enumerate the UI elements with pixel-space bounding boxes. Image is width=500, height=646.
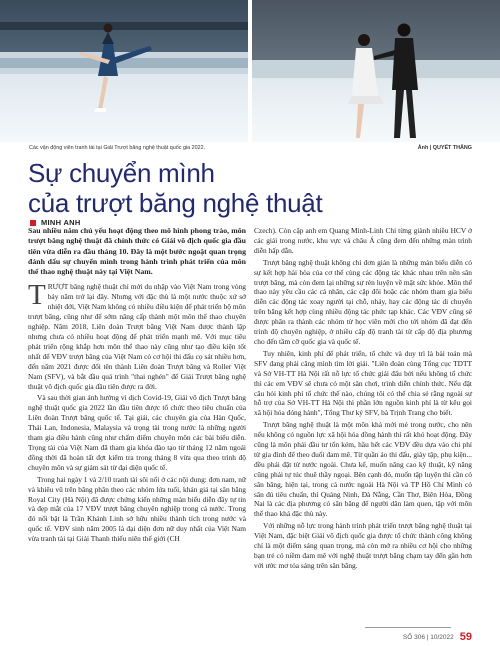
paragraph-1 [28,279,246,391]
paragraph-1-text: RƯỢT băng nghệ thuật chỉ mới du nhập vào Việt Nam trong vòng bảy năm trở lại đây. Nhưng với đặc thù là một nước thuộc xứ sở nhiệt đới, Việt Nam không có nhiều điều kiện để phát triển bộ môn trượt băng, cũng như để sớm nâng cấp thành một môn thể thao chuyên nghiệp. Năm 2018, Liên đoàn Trượt băng Việt Nam được thành lập nhưng chưa có nhiều hoạt động để phát triển mạnh mẽ. Với mục tiêu phát triển rộng khắp hơn môn thể thao này cũng như tạo điều kiện tốt nhất để VĐV trượt băng của Việt Nam có cơ hội thi đấu cọ sát nhiều hơn, đến năm 2021 được đổi tên thành Liên đoàn Trượt băng và Roller Việt Nam (SFV), và bắt đầu quá trình "thai nghén" để Giải Trượt băng nghệ thuật vô địch quốc gia đầu tiên được ra đời. [28,282,246,391]
column-right [254,226,472,573]
paragraph-2: Và sau thời gian ảnh hưởng vì dịch Covid-19, Giải vô địch Trượt băng nghệ thuật quốc gia 2022 lần đầu tiên được tổ chức theo tiêu chuẩn của Liên đoàn Trượt băng quốc tế. Tại giải, các chuyên gia của Hàn Quốc, Thái Lan, Indonesia, Malaysia và trọng tài trong nước là những người tham gia điều hành cũng như chấm điểm chuyên môn các bài biểu diễn. Trọng tài của Việt Nam đã tham gia khóa đào tạo từ tháng 12 năm ngoái đồng thời đã hoàn tất đợt kiểm tra trong tháng 8 vừa qua theo trình độ chuyên môn và sự giám sát từ đại diện quốc tế. [28,393,246,472]
issue-number: SỐ 306 | 10/2022 [402,633,454,641]
photo-pair-skaters [252,0,500,142]
paragraph-3: Trong hai ngày 1 và 2/10 tranh tài sôi nổi ở các nội dung: đơn nam, nữ và khiêu vũ trên băng phân theo các nhóm lứa tuổi, khán giả tại sân băng Royal City (Hà Nội) đã được chứng kiến những màn biểu diễn đầy tự tin và đẹp mắt của 17 VĐV trượt băng chuyên nghiệp trong cả nước. Trong đó nổi bật là Trần Khánh Linh sở hữu nhiều thành tích trong nước và quốc tế. VĐV sinh năm 2005 là đại diện đơn nữ duy nhất của Việt Nam vừa tranh tài tại Giải Thanh thiếu niên thế giới (CH [28,474,246,544]
photo-caption: Các vận động viên tranh tài tại Giải Trượt băng nghệ thuật quốc gia 2022. [29,145,206,151]
title-line-1: Sự chuyển mình [28,158,215,188]
page-footer [403,631,472,643]
article-lead: Sau nhiều năm chủ yếu hoạt động theo mô hình phong trào, môn trượt băng nghệ thuật đã chính thức có Giải vô địch quốc gia đầu tiên vừa diễn ra đầu tháng 10. Đây là một bước ngoặt quan trọng đánh dấu sự chuyển mình trong hành trình phát triển của môn thể thao nghệ thuật này tại Việt Nam. [28,226,246,277]
paragraph-4: Czech). Còn cặp anh em Quang Minh-Linh Chi từng giành nhiều HCV ở các giải trong nước, khu vực và châu Á cũng đem đến những màn trình diễn hấp dẫn. [254,226,472,255]
author-name: MINH ANH [41,218,81,227]
drop-cap: T [28,279,46,312]
author-marker-icon [30,220,36,226]
footer-rule [365,627,451,628]
article-title [28,158,468,218]
paragraph-6: Tuy nhiên, kinh phí để phát triển, tổ chức và duy trì là bài toán mà SFV đang phải căng mình tìm lời giải. "Liên đoàn cùng Tổng cục TDTT và Sở VH-TT Hà Nội rất nỗ lực tổ chức giải đấu bởi nếu không tổ chức thì các em VĐV sẽ chưa có một sân chơi, trình diễn chính thức. Nếu đặt câu hỏi kinh phí tổ chức thế nào, chúng tôi có thể chia sẻ rằng ngoài sự hỗ trợ của Sở VH-TT Hà Nội thì phần lớn nguồn kinh phí là từ kêu gọi xã hội hóa đóng hành", Tổng Thư ký SFV, bà Trịnh Trang cho biết. [254,348,472,418]
page-number: 59 [459,631,472,643]
paragraph-5: Trượt băng nghệ thuật không chỉ đơn giản là những màn biểu diễn có sự kết hợp hài hòa của cơ thể cùng các động tác khác nhau trên nền sân trượt băng, mà còn đem lại những sự rèn luyện về mặt sức khỏe. Môn thể thao này yêu cầu các cá nhân, các cặp đôi hoặc các nhóm tham gia biểu diễn các động tác xoay người tại chỗ, nhảy, hay các động tác di chuyển trên băng kết hợp cùng nhiều động tác phức tạp khác. Các VĐV cũng sẽ được phân ra thành các nhóm từ học viên mới cho tới nhóm đã đạt đến trình độ chuyên nghiệp, ở nhiều cấp độ tranh tài từ cấp độ địa phương cho đến tầm cỡ quốc gia và quốc tế. [254,257,472,346]
photo-credit: Ảnh | QUYẾT THẮNG [417,145,472,151]
paragraph-8: Với những nỗ lực trong hành trình phát triển trượt băng nghệ thuật tại Việt Nam, đặc biệt Giải vô địch quốc gia được tổ chức thành công không chỉ là một điểm sáng quan trọng, mà còn mở ra nhiều cơ hội cho những bạn trẻ có niềm đam mê với nghệ thuật trượt băng chạm tay đến gần hơn với ước mơ tỏa sáng trên sân băng. [254,521,472,570]
title-line-2: của trượt băng nghệ thuật [28,188,323,218]
photo-solo-skater [0,0,248,142]
paragraph-7: Trượt băng nghệ thuật là một môn khá mới mẻ trong nước, cho nên nếu không có nguồn lực xã hội hóa đồng hành thì rất khó hoạt động. Đây cũng là môn phải đầu tư tốn kém, hầu hết các VĐV đều dựa vào chi phí từ gia đình để theo đuổi đam mê. Từ quần áo thi đấu, giày tập, phụ kiện... đều phải đặt từ nước ngoài. Chưa kể, muốn nâng cao kỹ thuật, kỹ năng cũng phải tự túc thuê thầy ngoại. Bên cạnh đó, muốn tập luyện thì cần có sân băng, hiện tại, trong cả nước ngoài Hà Nội và TP Hồ Chí Minh có sân đủ tiêu chuẩn, thì Quảng Ninh, Đà Nẵng, Cần Thơ, Biên Hòa, Đồng Nai là các địa phương có sân băng để người dân làm quen, tập với môn thể thao khá đặc thù này. [254,420,472,519]
photo-strip [0,0,500,142]
column-left [28,226,246,546]
